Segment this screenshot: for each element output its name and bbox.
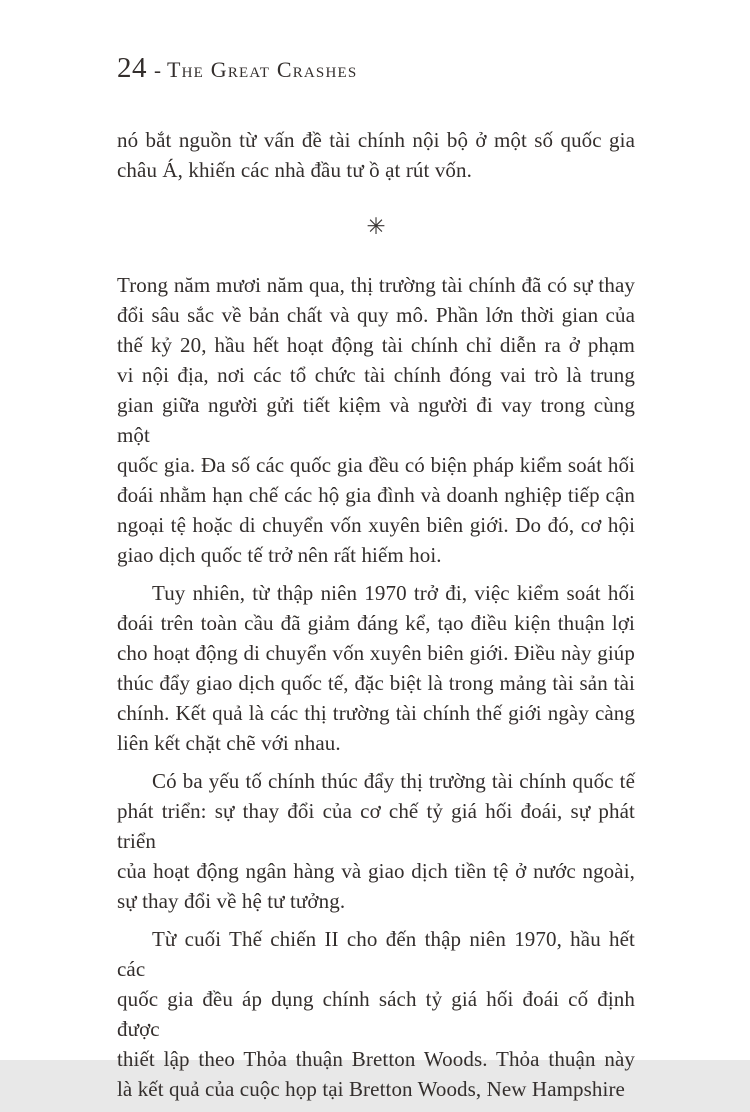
header-separator: - bbox=[154, 58, 161, 82]
text-line: quốc gia đều áp dụng chính sách tỷ giá hối đoái cố định được bbox=[117, 987, 635, 1041]
text-line: phát triển: sự thay đổi của cơ chế tỷ giá hối đoái, sự phát triển bbox=[117, 799, 635, 853]
text-line: của hoạt động ngân hàng và giao dịch tiền tệ ở nước ngoài, bbox=[117, 859, 635, 883]
text-line: sự thay đổi về hệ tư tưởng. bbox=[117, 889, 346, 913]
text-line: Trong năm mươi năm qua, thị trường tài chính đã có sự thay bbox=[117, 273, 635, 297]
paragraph bbox=[117, 578, 635, 758]
text-line: đoái nhằm hạn chế các hộ gia đình và doanh nghiệp tiếp cận bbox=[117, 483, 635, 507]
text-line: liên kết chặt chẽ với nhau. bbox=[117, 731, 341, 755]
text-line: là kết quả của cuộc họp tại Bretton Woods, New Hampshire bbox=[117, 1077, 625, 1101]
text-line: châu Á, khiến các nhà đầu tư ồ ạt rút vốn. bbox=[117, 158, 472, 182]
text-line: Có ba yếu tố chính thúc đẩy thị trường tài chính quốc tế bbox=[152, 769, 635, 793]
text-line: ngoại tệ hoặc di chuyển vốn xuyên biên giới. Do đó, cơ hội bbox=[117, 513, 635, 537]
text-line: thế kỷ 20, hầu hết hoạt động tài chính chỉ diễn ra ở phạm bbox=[117, 333, 635, 357]
book-title: The Great Crashes bbox=[167, 57, 358, 82]
text-line: Tuy nhiên, từ thập niên 1970 trở đi, việc kiểm soát hối bbox=[152, 581, 635, 605]
text-line: cho hoạt động di chuyển vốn xuyên biên giới. Điều này giúp bbox=[117, 641, 635, 665]
running-header bbox=[117, 52, 357, 85]
text-line: quốc gia. Đa số các quốc gia đều có biện pháp kiểm soát hối bbox=[117, 453, 635, 477]
paragraph bbox=[117, 924, 635, 1104]
page-number: 24 bbox=[117, 52, 147, 84]
text-line: giao dịch quốc tế trở nên rất hiếm hoi. bbox=[117, 543, 442, 567]
asterisk-divider-icon: ✳ bbox=[366, 214, 386, 240]
text-line: vi nội địa, nơi các tổ chức tài chính đóng vai trò là trung bbox=[117, 363, 635, 387]
text-line: nó bắt nguồn từ vấn đề tài chính nội bộ ở một số quốc gia bbox=[117, 128, 635, 152]
text-line: thúc đẩy giao dịch quốc tế, đặc biệt là trong mảng tài sản tài bbox=[117, 671, 635, 695]
text-line: thiết lập theo Thỏa thuận Bretton Woods. Thỏa thuận này bbox=[117, 1047, 635, 1071]
paragraph bbox=[117, 270, 635, 570]
section-divider bbox=[117, 207, 635, 247]
text-line: đổi sâu sắc về bản chất và quy mô. Phần lớn thời gian của bbox=[117, 303, 635, 327]
text-line: Từ cuối Thế chiến II cho đến thập niên 1970, hầu hết các bbox=[117, 927, 635, 981]
text-line: đoái trên toàn cầu đã giảm đáng kể, tạo điều kiện thuận lợi bbox=[117, 611, 635, 635]
text-line: chính. Kết quả là các thị trường tài chính thế giới ngày càng bbox=[117, 701, 635, 725]
text-line: gian giữa người gửi tiết kiệm và người đi vay trong cùng một bbox=[117, 393, 635, 447]
paragraph bbox=[117, 766, 635, 916]
paragraph bbox=[117, 125, 635, 185]
page-body-text bbox=[117, 125, 635, 1112]
